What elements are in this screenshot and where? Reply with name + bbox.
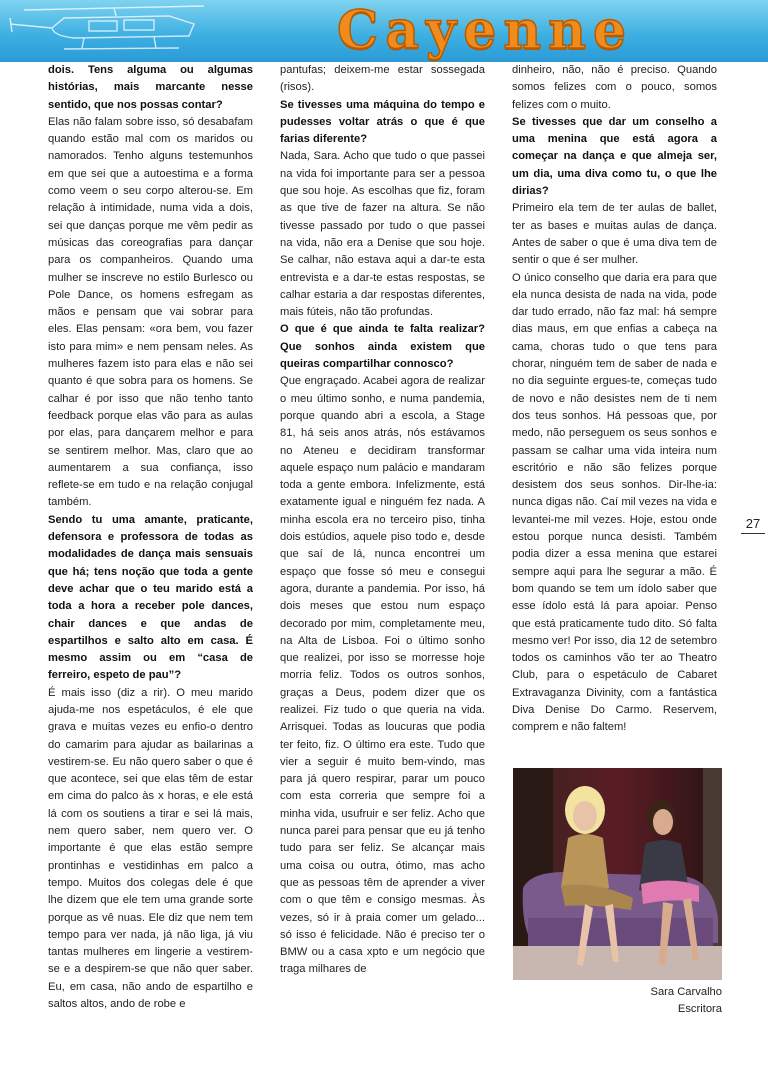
interview-answer: Elas não falam sobre isso, só desabafam quando estão mal com os maridos ou namorados. Tenho alguns testemunhos em que sei que a autoestima e a forma como veem o seu corpo alterou-se. Em relação à intimidade, numa vida a dois, sei que danças porque me vêm pedir as músicas das coreografias para dançar para os companheiros. Quando uma mulher se inscreve no estilo Burlesco ou Pole Dance, os homens esfregam as mãos e pensam que vai sobrar para eles. Elas pensam: «ora bem, vou fazer isto para mim» e nem pensam neles. As mulheres fazem isto para elas e não sei quanto é que sobra para os homens. Se calhar é por isso que não tenho tanto feedback porque elas vão para as aulas por elas, para dançarem melhor e para se sentirem melhor. Mas, claro que ao aumentarem a sua confiança, isso reflete-se em tudo e na relação conjugal também. xyxy=(48,115,253,509)
interview-answer: O único conselho que daria era para que ela nunca desista de nada na vida, pode dar tudo errado, não faz mal: há sempre dias maus, em que enfias a cabeça na cama, choras tudo o que tens para chorar, ninguém tem de saber de nada e no dia seguinte ergues-te, começas tudo de novo e não desistes nem de ti nem dos teus sonhos. Há pessoas que, por medo, não perseguem os seus sonhos e passam se calhar uma vida inteira num escritório e não são felizes porque desistem dos seus sonhos. Dir-lhe-ia: nunca digas não. Caí mil vezes na vida e levantei-me mil vezes. Hoje, estou onde estou porque nunca desisti. Também podia dizer a essa menina que estarei sempre aqui para lhe segurar a mão. É bom quando se tem um ídolo saber que esse ídolo está lá para apoiar. Penso que está praticamente tudo dito. Só falta mesmo ver! Por isso, dia 12 de setembro todos os caminhos vão ter ao Theatro Club, para o espetáculo de Cabaret Extravaganza Divinity, com a fantástica Diva Denise Do Carmo. Reservem, comprem e não faltem! xyxy=(512,271,717,734)
magazine-header xyxy=(0,0,768,62)
interview-question: Se tivesses que dar um conselho a uma menina que está agora a começar na dança e que almeja ser, um dia, uma diva como tu, o que lhe dirias? xyxy=(512,115,717,198)
page-number: 27 xyxy=(741,516,765,534)
caption-role: Escritora xyxy=(677,1003,722,1015)
interview-question: Sendo tu uma amante, praticante, defensora e professora de todas as modalidades de dança mais sensuais que há; tens noção que toda a gente deve achar que o teu marido está a toda a hora a receber pole dances, chair dances e que andas de espartilhos e salto alto em casa. É mesmo assim ou em “casa de ferreiro, espeto de pau”? xyxy=(48,513,253,682)
interview-answer: pantufas; deixem-me estar sossegada (risos). xyxy=(280,64,485,94)
caption-name: Sara Carvalho xyxy=(650,986,722,998)
article-column-3 xyxy=(512,62,717,737)
article-column-1 xyxy=(48,62,253,1013)
magazine-title: Cayenne xyxy=(336,0,634,61)
interview-answer: dinheiro, não, não é preciso. Quando somos felizes com o pouco, somos felizes com o muito. xyxy=(512,64,717,111)
interview-answer: Primeiro ela tem de ter aulas de ballet, ter as bases e muitas aulas de dança. Antes de saber o que é uma diva tem de sentir o que é ser mulher. xyxy=(512,202,717,267)
interview-answer: Nada, Sara. Acho que tudo o que passei na vida foi importante para ser a pessoa que sou hoje. As escolhas que fiz, foram as que tive de fazer na altura. Se não tivesse passado por tudo o que passei na vida, não era a Denise que sou hoje. Se calhar, não estava aqui a dar-te esta entrevista e a dar-te estas respostas, se calhar estaria a dar respostas diferentes, mais fúteis, não tão profundas. xyxy=(280,150,485,319)
article-column-2 xyxy=(280,62,485,979)
helicopter-illustration xyxy=(4,2,244,58)
interview-answer: É mais isso (diz a rir). O meu marido ajuda-me nos espetáculos, é ele que grava e muitas vezes eu enfio-o dentro do camarim para ajudar as bailarinas a vestirem-se. Eu não quero saber o que é que acontece, sei que elas têm de estar em cima do palco às x horas, e ele está lá com os soutiens a tirar e sei lá mais, nem quero saber, nem quero ver. O importante é que elas estão sempre prontinhas e vestidinhas em palco a tempo. Muitos dos colegas dele é que lhe dizem que ele tem uma grande sorte porque as vê nuas. Ele diz que nem tem tempo para ver nada, já não liga, já viu tantas mulheres em lingerie a vestirem-se e a despirem-se que não quer saber. Eu, em casa, não ando de espartilho e saltos altos, ando de robe e xyxy=(48,686,253,1011)
interview-question: O que é que ainda te falta realizar? Que sonhos ainda existem que queiras compartilhar connosco? xyxy=(280,323,485,371)
interview-question: dois. Tens alguma ou algumas histórias, mais marcante nesse sentido, que nos possas contar? xyxy=(48,64,253,111)
interview-answer: Que engraçado. Acabei agora de realizar o meu último sonho, e numa pandemia, porque quando abri a escola, a Stage 81, há seis anos atrás, nós estávamos no Ateneu e decidiram transformar aquele espaço num palácio e mandaram toda a gente embora. Infelizmente, está exatamente igual e ninguém fez nada. A minha escola era no terceiro piso, tinha dois estúdios, aquele piso todo e, desde que saí de lá, nunca encontrei um espaço que fosse só meu e consegui agora, durante a pandemia. Por isso, há dois meses que estou num espaço decorado por mim, completamente meu, na Alta de Lisboa. Foi o último sonho que realizei, por isso se morresse hoje morria feliz. Todos os outros sonhos, graças a Deus, podem dizer que os realizei. Fiz tudo o que queria na vida. Arrisquei. Todas as loucuras que podia ter feito, fiz. O último era este. Tudo que vier a seguir é muito bem-vindo, mas para já quero respirar, parar um pouco com esta correria que sempre foi a minha vida, usufruir e ser feliz. Acho que nunca parei para pensar que eu já tenho tudo para ser feliz. Se alcançar mais uma coisa ou outra, ótimo, mas acho que as pessoas têm de aprender a viver com o que têm e consigo mesmas. Às vezes, só ir à praia comer um gelado... só isso é felicidade. Não é preciso ter o BMW ou a casa xpto e um negócio que traga milhares de xyxy=(280,375,485,976)
author-photo xyxy=(513,768,722,980)
interview-question: Se tivesses uma máquina do tempo e pudesses voltar atrás o que é que farias diferente? xyxy=(280,98,485,146)
photo-caption xyxy=(512,984,722,1018)
